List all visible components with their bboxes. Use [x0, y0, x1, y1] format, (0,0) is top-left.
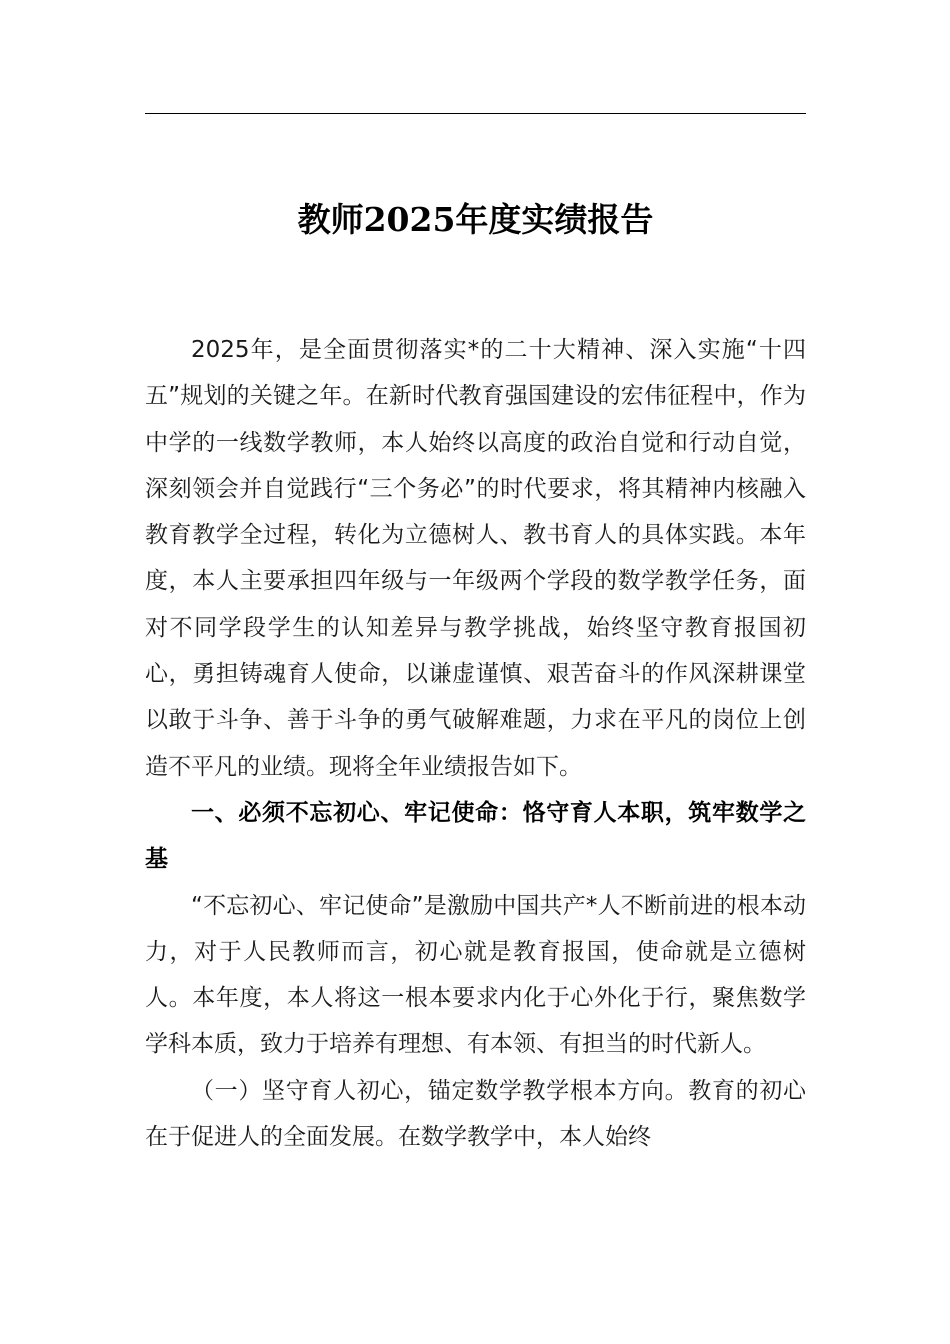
document-title: 教师2025年度实绩报告 — [297, 200, 654, 239]
document-body — [145, 327, 806, 1160]
section-1-paragraph: “不忘初心、牢记使命”是激励中国共产*人不断前进的根本动力，对于人民教师而言，初心就是教育报国，使命就是立德树人。本年度，本人将这一根本要求内化于心外化于行，聚焦数学学科本质，致力于培养有理想、有本领、有担当的时代新人。 — [145, 892, 806, 1058]
subsection-1-paragraph: （一）坚守育人初心，锚定数学教学根本方向。教育的初心在于促进人的全面发展。在数学教学中，本人始终 — [145, 1077, 806, 1151]
section-heading-1: 一、必须不忘初心、牢记使命：恪守育人本职，筑牢数学之基 — [145, 799, 806, 873]
intro-paragraph: 2025年，是全面贯彻落实*的二十大精神、深入实施“十四五”规划的关键之年。在新时代教育强国建设的宏伟征程中，作为中学的一线数学教师，本人始终以高度的政治自觉和行动自觉，深刻领会并自觉践行“三个务必”的时代要求，将其精神内核融入教育教学全过程，转化为立德树人、教书育人的具体实践。本年度，本人主要承担四年级与一年级两个学段的数学教学任务，面对不同学段学生的认知差异与教学挑战，始终坚守教育报国初心，勇担铸魂育人使命，以谦虚谨慎、艰苦奋斗的作风深耕课堂以敢于斗争、善于斗争的勇气破解难题，力求在平凡的岗位上创造不平凡的业绩。现将全年业绩报告如下。 — [145, 337, 806, 780]
header-rule — [145, 113, 806, 114]
